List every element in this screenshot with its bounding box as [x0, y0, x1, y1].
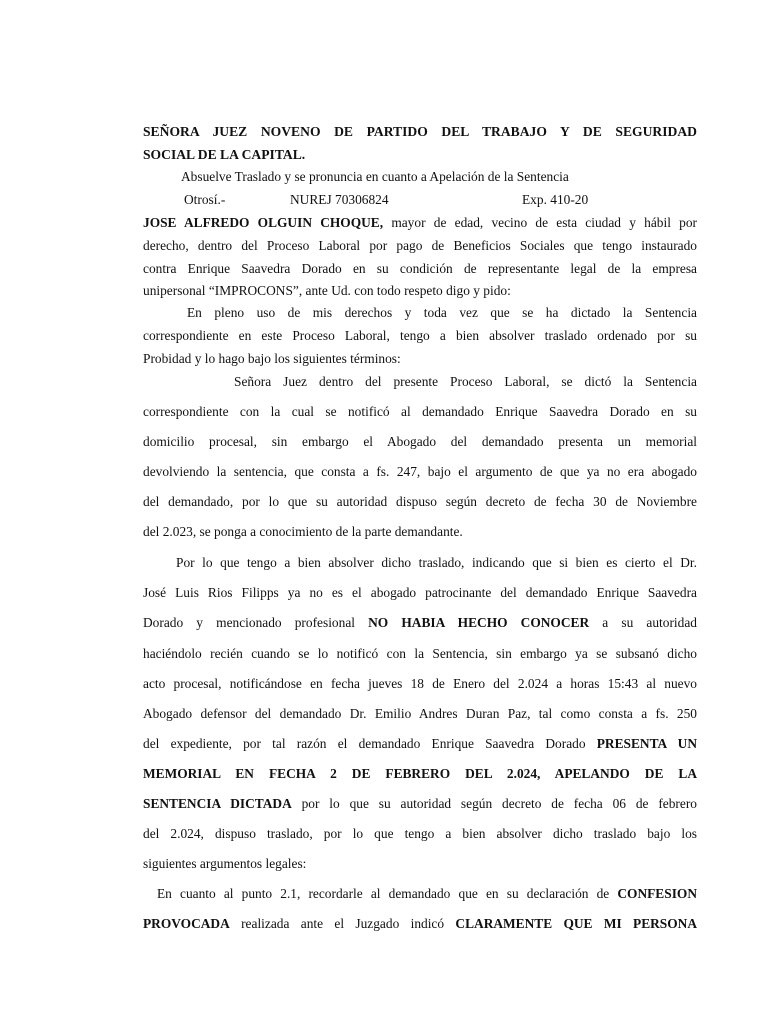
para3-line-3-c: a su autoridad	[589, 615, 697, 630]
para4-line-2-b: realizada ante el Juzgado indicó	[229, 916, 456, 931]
provocada: PROVOCADA	[143, 916, 230, 931]
para1-line-2: correspondiente en este Proceso Laboral, tengo a bien absolver traslado ordenado por su	[143, 328, 697, 343]
para3-line-3-a: Dorado y mencionado profesional	[143, 615, 369, 630]
para3-line-7-a: del expediente, por tal razón el demandado Enrique Saavedra Dorado	[143, 736, 597, 751]
para3-line-6: Abogado defensor del demandado Dr. Emilio Andres Duran Paz, tal como consta a fs. 250	[143, 706, 697, 721]
confesion: CONFESION	[617, 886, 697, 901]
plaintiff-name: JOSE ALFREDO OLGUIN CHOQUE,	[143, 215, 384, 230]
para3-line-2: José Luis Rios Filipps ya no es el abogado patrocinante del demandado Enrique Saavedra	[143, 585, 697, 600]
para3-line-1: Por lo que tengo a bien absolver dicho traslado, indicando que si bien es cierto el Dr.	[176, 555, 697, 570]
para2-line-6: del 2.023, se ponga a conocimiento de la parte demandante.	[143, 524, 463, 539]
para2-line-2: correspondiente con la cual se notificó al demandado Enrique Saavedra Dorado en su	[143, 404, 697, 419]
subject-line: Absuelve Traslado y se pronuncia en cuanto a Apelación de la Sentencia	[181, 169, 569, 184]
para3-line-8: MEMORIAL EN FECHA 2 DE FEBRERO DEL 2.024, APELANDO DE LA	[143, 766, 697, 781]
nurej-number: NUREJ 70306824	[290, 192, 389, 207]
para3-line-3	[143, 615, 697, 631]
para1-line-1: En pleno uso de mis derechos y toda vez que se ha dictado la Sentencia	[187, 305, 697, 320]
para3-line-11: siguientes argumentos legales:	[143, 856, 307, 871]
para2-line-1: Señora Juez dentro del presente Proceso Laboral, se dictó la Sentencia	[234, 374, 697, 389]
claramente-que-mi-persona: CLARAMENTE QUE MI PERSONA	[455, 916, 697, 931]
intro-line-1-text: mayor de edad, vecino de esta ciudad y hábil por	[383, 215, 697, 230]
para3-line-9-b: por lo que su autoridad según decreto de fecha 06 de febrero	[291, 796, 697, 811]
para2-line-4: devolviendo la sentencia, que consta a fs. 247, bajo el argumento de que ya no era abogado	[143, 464, 697, 479]
presenta-un: PRESENTA UN	[596, 736, 697, 751]
intro-line-1	[143, 215, 697, 231]
para3-line-5: acto procesal, notificándose en fecha jueves 18 de Enero del 2.024 a horas 15:43 al nuevo	[143, 676, 697, 691]
para1-line-3: Probidad y lo hago bajo los siguientes términos:	[143, 351, 401, 366]
para2-line-3: domicilio procesal, sin embargo el Abogado del demandado presenta un memorial	[143, 434, 697, 449]
heading-line-2: SOCIAL DE LA CAPITAL.	[143, 147, 306, 162]
sentencia-dictada: SENTENCIA DICTADA	[143, 796, 292, 811]
para3-line-10: del 2.024, dispuso traslado, por lo que tengo a bien absolver dicho traslado bajo los	[143, 826, 697, 841]
para4-line-1-a: En cuanto al punto 2.1, recordarle al demandado que en su declaración de	[157, 886, 618, 901]
para3-line-7	[143, 736, 697, 752]
otrosi-label: Otrosí.-	[184, 192, 226, 207]
heading-line-1: SEÑORA JUEZ NOVENO DE PARTIDO DEL TRABAJO Y DE SEGURIDAD	[143, 124, 697, 139]
para4-line-1	[157, 886, 697, 902]
expediente-number: Exp. 410-20	[522, 192, 589, 207]
para4-line-2	[143, 916, 697, 932]
no-habia-hecho-conocer: NO HABIA HECHO CONOCER	[368, 615, 590, 630]
intro-line-4: unipersonal “IMPROCONS”, ante Ud. con todo respeto digo y pido:	[143, 283, 511, 298]
para3-line-9	[143, 796, 697, 812]
intro-line-2: derecho, dentro del Proceso Laboral por pago de Beneficios Sociales que tengo instaurado	[143, 238, 697, 253]
para3-line-4: haciéndolo recién cuando se lo notificó con la Sentencia, sin embargo ya se subsanó dicho	[143, 646, 697, 661]
para2-line-5: del demandado, por lo que su autoridad dispuso según decreto de fecha 30 de Noviembre	[143, 494, 697, 509]
intro-line-3: contra Enrique Saavedra Dorado en su condición de representante legal de la empresa	[143, 261, 697, 276]
